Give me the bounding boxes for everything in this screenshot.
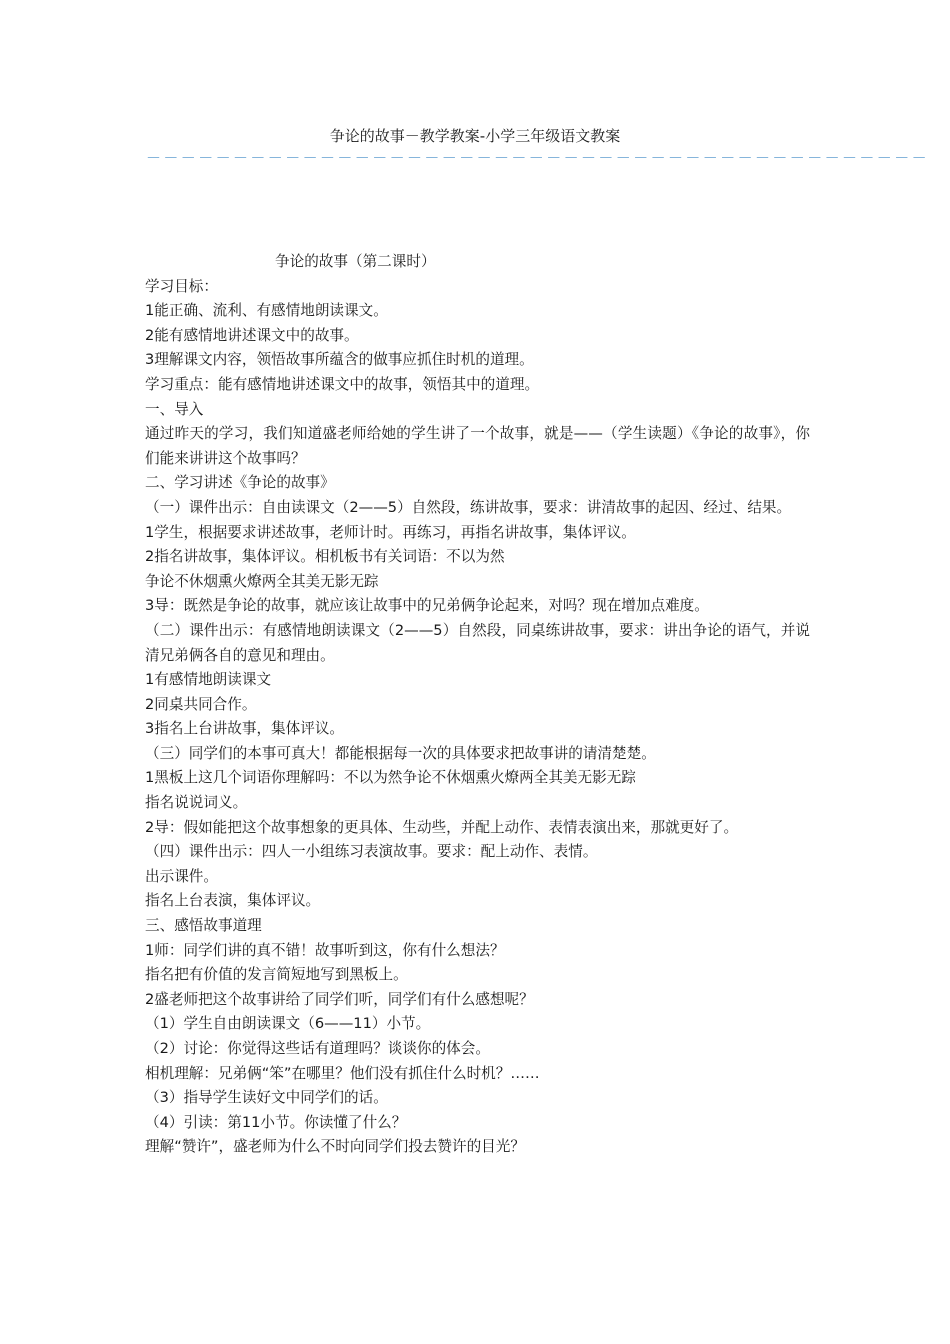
paragraph: 指名把有价值的发言简短地写到黑板上。 (145, 966, 408, 984)
paragraph: 2盛老师把这个故事讲给了同学们听，同学们有什么感想呢？ (145, 990, 534, 1008)
lesson-body (145, 250, 810, 1160)
paragraph: 出示课件。 (145, 867, 218, 885)
paragraph: （4）引读：第11小节。你读懂了什么？ (145, 1113, 407, 1131)
paragraph: 指名说说词义。 (145, 794, 248, 812)
paragraph: （四）课件出示：四人一小组练习表演故事。要求：配上动作、表情。 (145, 843, 598, 861)
paragraph: 通过昨天的学习，我们知道盛老师给她的学生讲了一个故事，就是——（学生读题）《争论的故事》，你们能来讲讲这个故事吗？ (145, 425, 810, 467)
paragraph: 一、导入 (145, 400, 204, 418)
paragraph: 2指名讲故事，集体评议。相机板书有关词语：不以为然 (145, 548, 505, 566)
document-header-title: 争论的故事－教学教案-小学三年级语文教案 (329, 127, 621, 145)
paragraph: 1黑板上这几个词语你理解吗：不以为然争论不休烟熏火燎两全其美无影无踪 (145, 769, 636, 787)
paragraph: 2导：假如能把这个故事想象的更具体、生动些，并配上动作、表情表演出来，那就更好了。 (145, 818, 739, 836)
paragraph: 1能正确、流利、有感情地朗读课文。 (145, 302, 388, 320)
paragraph: 二、学习讲述《争论的故事》 (145, 474, 335, 492)
paragraph: 2能有感情地讲述课文中的故事。 (145, 326, 359, 344)
paragraph: （二）课件出示：有感情地朗读课文（2——5）自然段，同桌练讲故事，要求：讲出争论的语气，并说清兄弟俩各自的意见和理由。 (145, 621, 810, 664)
paragraph: 3导：既然是争论的故事，就应该让故事中的兄弟俩争论起来，对吗？现在增加点难度。 (145, 597, 709, 615)
paragraph: 三、感悟故事道理 (145, 917, 262, 935)
paragraph: 学习重点：能有感情地讲述课文中的故事，领悟其中的道理。 (145, 375, 540, 393)
paragraph: 理解“赞许”，盛老师为什么不时向同学们投去赞许的目光？ (145, 1138, 525, 1156)
paragraph: 1有感情地朗读课文 (145, 671, 272, 689)
paragraph: （3）指导学生读好文中同学们的话。 (145, 1089, 388, 1107)
paragraph: （2）讨论：你觉得这些话有道理吗？谈谈你的体会。 (145, 1040, 490, 1057)
lesson-title: 争论的故事（第二课时） (275, 253, 436, 270)
paragraph: 相机理解：兄弟俩“笨”在哪里？他们没有抓住什么时机？…… (145, 1064, 540, 1082)
paragraph: （三）同学们的本事可真大！都能根据每一次的具体要求把故事讲的请清楚楚。 (145, 744, 656, 762)
paragraph: 3理解课文内容，领悟故事所蕴含的做事应抓住时机的道理。 (145, 351, 534, 369)
paragraph: 学习目标： (145, 277, 218, 295)
paragraph: 1学生，根据要求讲述故事，老师计时。再练习，再指名讲故事，集体评议。 (145, 523, 636, 541)
paragraph: （一）课件出示：自由读课文（2——5）自然段，练讲故事，要求：讲清故事的起因、经过、结果。 (145, 498, 792, 516)
paragraph: （1）学生自由朗读课文（6——11）小节。 (145, 1015, 431, 1033)
header-divider: －－－－－－－－－－－－－－－－－－－－－－－－－－－－－－－－－－－－－－－－－－－－－ (146, 149, 930, 167)
paragraph: 指名上台表演，集体评议。 (145, 892, 321, 910)
paragraph: 3指名上台讲故事，集体评议。 (145, 720, 345, 738)
paragraph: 2同桌共同合作。 (145, 695, 257, 713)
paragraph: 1师：同学们讲的真不错！故事听到这，你有什么想法？ (145, 941, 505, 959)
paragraph: 争论不休烟熏火燎两全其美无影无踪 (145, 572, 379, 590)
